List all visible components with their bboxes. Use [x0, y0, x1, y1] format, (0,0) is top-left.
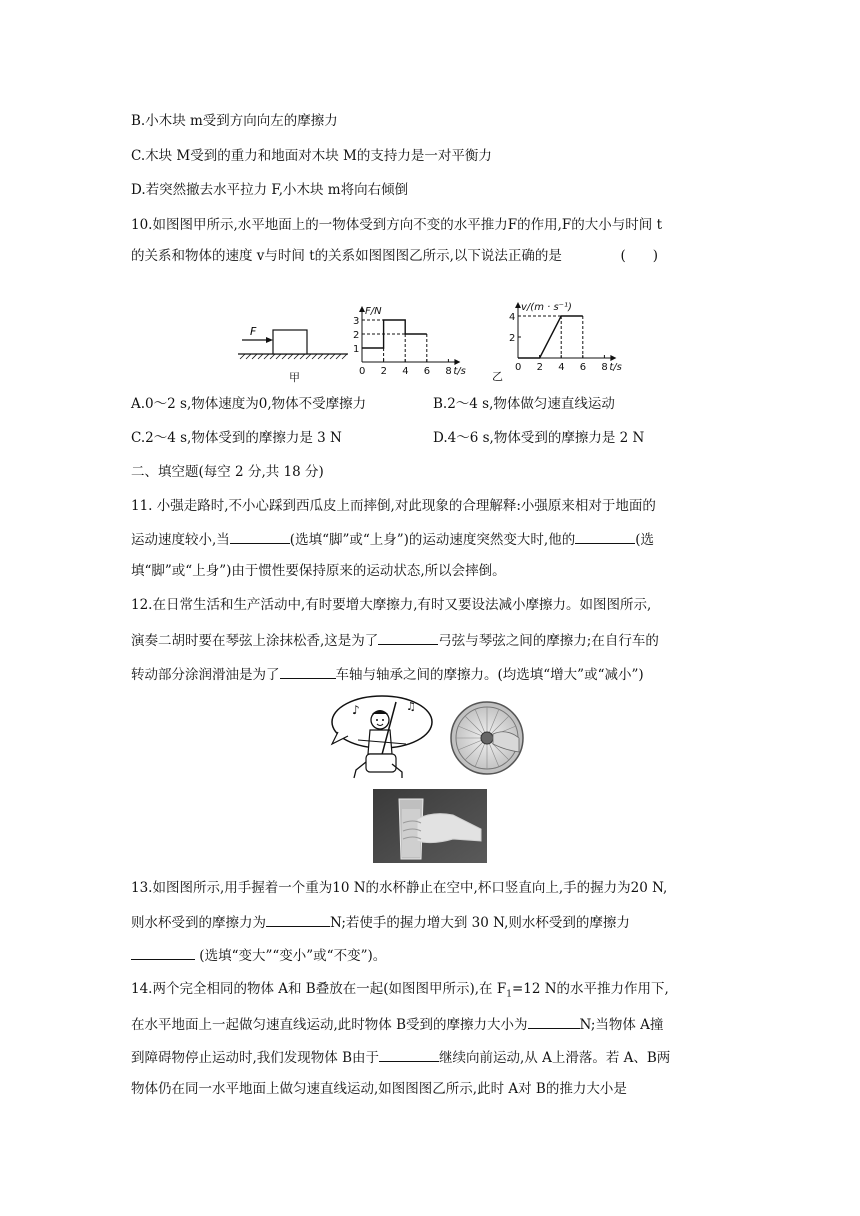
x-axis-arrow	[610, 355, 616, 361]
y-tick-label: 2	[353, 330, 360, 341]
answer-blank[interactable]	[230, 529, 290, 544]
block	[273, 330, 307, 354]
velocity-series-line	[518, 316, 583, 358]
q14-line3	[131, 1047, 670, 1067]
x-tick-label: 0	[359, 366, 366, 377]
svg-text:♫: ♫	[406, 700, 416, 713]
section-title: 二、填空题(每空 2 分,共 18 分)	[131, 464, 324, 480]
y-tick-label: 4	[509, 312, 516, 323]
q10-stem-line1: 10.如图图甲所示,水平地面上的一物体受到方向不变的水平推力F的作用,F的大小与时间 t	[131, 217, 663, 233]
answer-blank[interactable]	[379, 1047, 439, 1062]
q13-line3	[131, 945, 386, 965]
q12-line1: 12.在日常生活和生产活动中,有时要增大摩擦力,有时又要设法减小摩擦力。如图图所示,	[131, 597, 652, 613]
y-axis-label: F/N	[365, 306, 382, 317]
q14-line2	[131, 1014, 663, 1034]
x-tick-label: 2	[536, 362, 543, 373]
q13-text: (选填“变大”“变小”或“不变”)。	[199, 948, 387, 964]
q14-text: =12 N的水平推力作用下,	[511, 981, 669, 997]
q10-answer-paren: ( )	[620, 248, 659, 264]
figure-caption-yi: 乙	[492, 370, 503, 382]
q14-line1	[131, 980, 669, 1004]
q12-text: 车轴与轴承之间的摩擦力。(均选填“增大”或“减小”)	[335, 667, 644, 683]
q14-text: N;当物体 A撞	[579, 1017, 664, 1033]
x-tick-label: 2	[380, 366, 387, 377]
x-axis-arrow	[454, 359, 460, 365]
answer-blank[interactable]	[131, 945, 195, 960]
x-axis-label: t/s	[609, 362, 622, 373]
q12-line2	[131, 630, 659, 650]
x-tick-label: 4	[402, 366, 409, 377]
figure-caption-jia: 甲	[289, 371, 300, 384]
q9-option-b: B.小木块 m受到方向向左的摩擦力	[131, 113, 338, 129]
q10-stem-line2	[131, 247, 658, 265]
q11-line2	[131, 529, 654, 549]
q11-text: (选填“脚”或“上身”)的运动速度突然变大时,他的	[289, 532, 576, 548]
q13-text: 则水杯受到的摩擦力为	[131, 915, 266, 931]
x-axis-label: t/s	[453, 366, 466, 377]
q10-option-a: A.0～2 s,物体速度为0,物体不受摩擦力	[131, 396, 367, 412]
y-tick-label: 3	[353, 316, 360, 327]
erhu-player-illustration	[330, 692, 436, 780]
q13-line2	[131, 912, 630, 932]
force-label: F	[250, 325, 257, 338]
y-tick-label: 2	[509, 333, 516, 344]
q13-line1: 13.如图图所示,用手握着一个重为10 N的水杯静止在空中,杯口竖直向上,手的握力为20 N,	[131, 880, 668, 896]
x-tick-label: 6	[423, 366, 431, 377]
x-tick-label: 4	[558, 362, 565, 373]
q12-line3	[131, 664, 644, 684]
q11-line3: 填“脚”或“上身”)由于惯性要保持原来的运动状态,所以会摔倒。	[131, 563, 506, 579]
x-tick-label: 8	[601, 362, 608, 373]
hand-holding-cup-photo	[373, 789, 487, 863]
q9-option-c: C.木块 M受到的重力和地面对木块 M的支持力是一对平衡力	[131, 148, 492, 164]
q12-text: 演奏二胡时要在琴弦上涂抹松香,这是为了	[131, 633, 379, 649]
y-tick-label: 1	[353, 344, 360, 355]
q10-option-b: B.2～4 s,物体做匀速直线运动	[433, 396, 615, 412]
answer-blank[interactable]	[528, 1014, 580, 1029]
q10-stem-text: 的关系和物体的速度 v与时间 t的关系如图图图乙所示,以下说法正确的是	[131, 248, 562, 264]
q11-text: (选	[635, 532, 655, 548]
x-tick-label: 6	[579, 362, 587, 373]
q10-chart-force-time	[348, 280, 484, 378]
q13-text: N;若使手的握力增大到 30 N,则水杯受到的摩擦力	[330, 915, 630, 931]
q12-text: 转动部分涂润滑油是为了	[131, 667, 280, 683]
q10-option-c: C.2～4 s,物体受到的摩擦力是 3 N	[131, 430, 342, 446]
q11-line1: 11. 小强走路时,不小心踩到西瓜皮上而摔倒,对此现象的合理解释:小强原来相对于地面的	[131, 498, 656, 514]
q10-figure-jia	[236, 318, 356, 384]
q14-text: 在水平地面上一起做匀速直线运动,此时物体 B受到的摩擦力大小为	[131, 1017, 528, 1033]
q10-option-d: D.4～6 s,物体受到的摩擦力是 2 N	[433, 430, 645, 446]
answer-blank[interactable]	[280, 664, 336, 679]
answer-blank[interactable]	[378, 630, 438, 645]
q14-text: 继续向前运动,从 A上滑落。若 A、B两	[439, 1050, 671, 1066]
q14-text: 14.两个完全相同的物体 A和 B叠放在一起(如图图甲所示),在 F	[131, 981, 507, 997]
q9-option-d: D.若突然撤去水平拉力 F,小木块 m将向右倾倒	[131, 182, 409, 198]
answer-blank[interactable]	[266, 912, 330, 927]
q14-line4: 物体仍在同一水平地面上做匀速直线运动,如图图图乙所示,此时 A对 B的推力大小是	[131, 1081, 627, 1097]
bicycle-wheel-photo	[449, 700, 525, 776]
x-tick-label: 0	[515, 362, 522, 373]
answer-blank[interactable]	[575, 529, 635, 544]
svg-text:♪: ♪	[352, 703, 360, 717]
y-axis-label: v/(m · s⁻¹)	[521, 302, 572, 313]
q11-text: 运动速度较小,当	[131, 532, 230, 548]
q10-chart-velocity-time	[480, 280, 630, 382]
q14-text: 到障碍物停止运动时,我们发现物体 B由于	[131, 1050, 380, 1066]
q14-subscript: 1	[506, 989, 512, 1000]
q12-text: 弓弦与琴弦之间的摩擦力;在自行车的	[438, 633, 659, 649]
x-tick-label: 8	[445, 366, 452, 377]
